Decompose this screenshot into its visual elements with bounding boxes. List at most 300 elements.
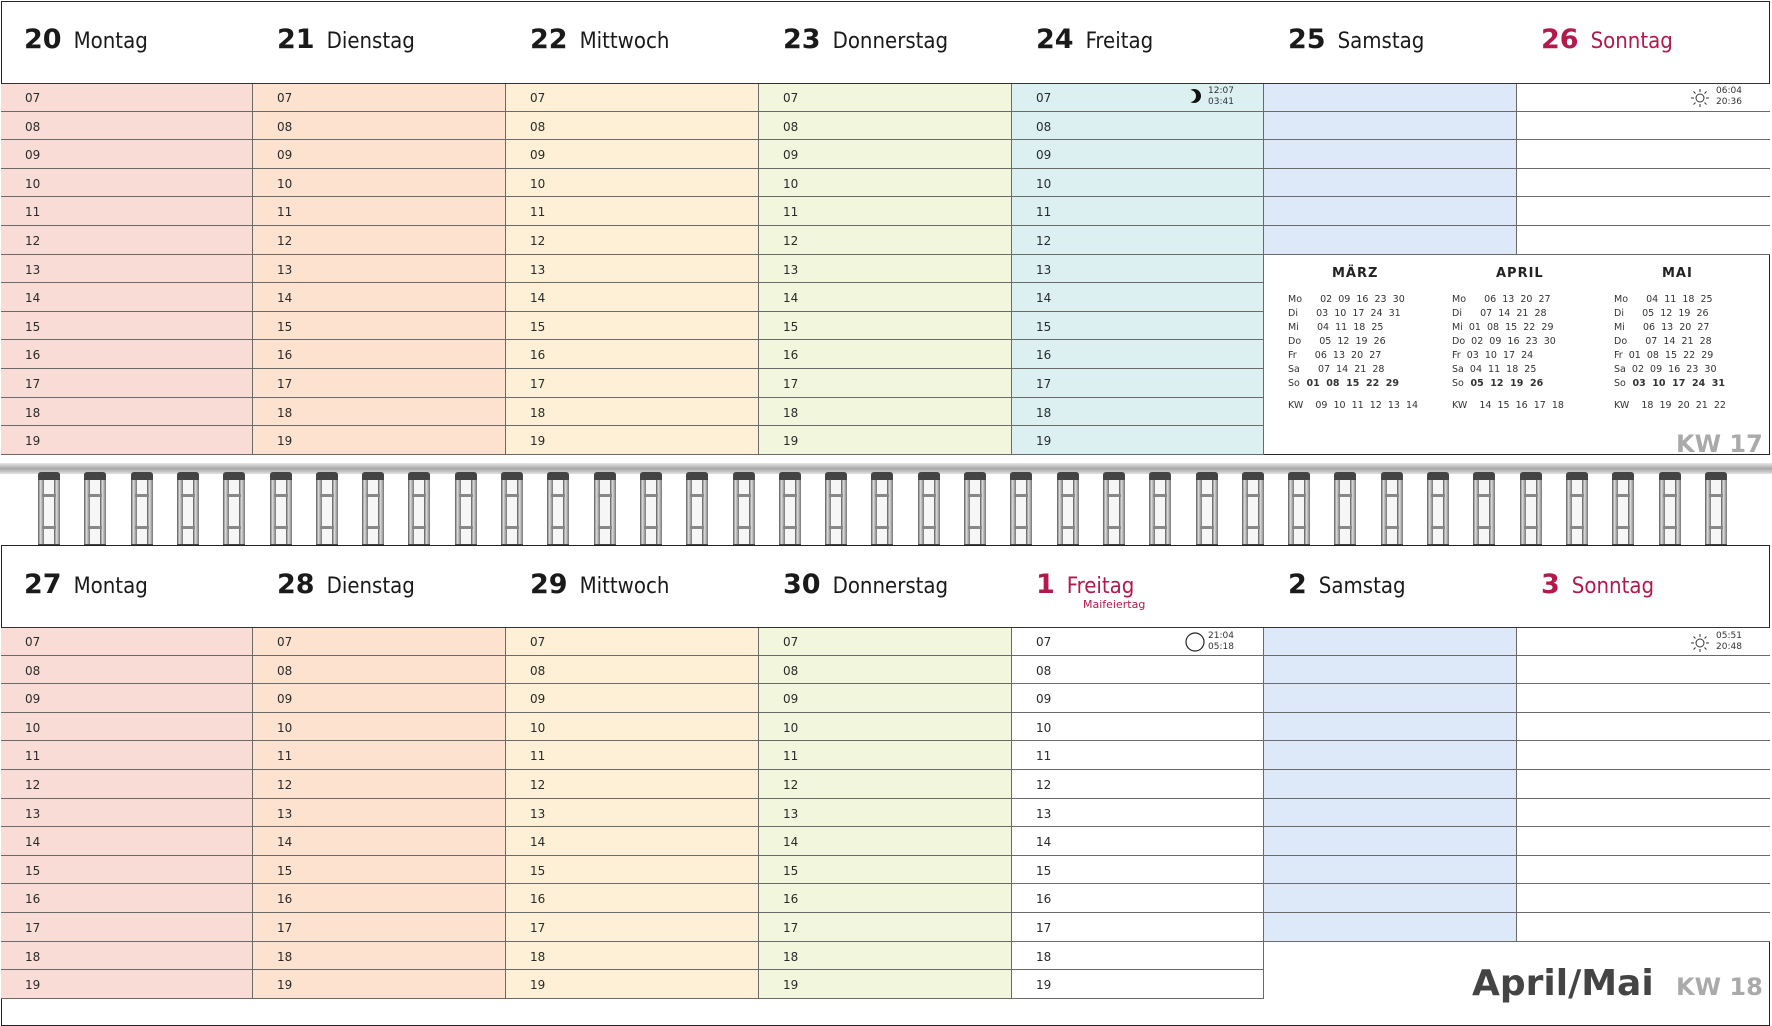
time-slot[interactable] <box>1264 627 1517 656</box>
time-slot[interactable] <box>1 140 253 169</box>
time-slot[interactable] <box>759 856 1012 885</box>
time-slot[interactable] <box>759 970 1012 999</box>
time-slot[interactable] <box>253 255 506 284</box>
day-number: 20 <box>24 24 62 55</box>
hour-label: 16 <box>783 892 799 907</box>
time-slot[interactable] <box>1012 770 1264 799</box>
weekday-abbr: Di <box>1452 308 1462 319</box>
hour-label: 10 <box>277 720 293 735</box>
hour-label: 11 <box>530 749 546 764</box>
mini-calendar-row <box>1614 336 1712 347</box>
hour-label: 15 <box>783 863 799 878</box>
binding-ring <box>1242 472 1264 552</box>
time-slot[interactable] <box>1517 741 1770 770</box>
time-slot[interactable] <box>1012 140 1264 169</box>
time-slot[interactable] <box>1012 226 1264 255</box>
time-slot[interactable] <box>1012 913 1264 942</box>
hour-label: 16 <box>25 892 41 907</box>
date-values: 04 11 18 25 <box>1298 322 1384 333</box>
hour-label: 14 <box>1036 835 1052 850</box>
mini-calendar-row <box>1288 308 1401 319</box>
time-slot[interactable] <box>759 799 1012 828</box>
time-slot[interactable] <box>1517 856 1770 885</box>
hour-label: 07 <box>25 635 41 649</box>
time-slot[interactable] <box>759 913 1012 942</box>
time-slot[interactable] <box>506 970 759 999</box>
hour-label: 12 <box>530 234 546 248</box>
time-slot[interactable] <box>1 970 253 999</box>
time-slot[interactable] <box>759 827 1012 856</box>
time-slot[interactable] <box>1517 169 1770 198</box>
time-slot[interactable] <box>253 913 506 942</box>
hour-label: 11 <box>783 205 799 220</box>
time-slot[interactable] <box>253 140 506 169</box>
time-slot[interactable] <box>506 369 759 398</box>
sun-icon <box>1690 88 1710 108</box>
hour-label: 11 <box>25 749 41 764</box>
binding-ring <box>594 472 616 552</box>
time-slot[interactable] <box>1012 827 1264 856</box>
time-slot[interactable] <box>1 112 253 141</box>
time-slot[interactable] <box>759 656 1012 685</box>
hour-label: 15 <box>25 319 41 334</box>
hour-label: 08 <box>277 119 293 134</box>
time-slot[interactable] <box>1264 713 1517 742</box>
time-slot[interactable] <box>506 255 759 284</box>
day-name: Mittwoch <box>579 29 670 54</box>
time-slot[interactable] <box>1012 426 1264 455</box>
day-number: 1 <box>1036 569 1055 600</box>
binding-ring <box>316 472 338 552</box>
time-slot[interactable] <box>1012 884 1264 913</box>
hour-label: 08 <box>1036 663 1052 678</box>
time-slot[interactable] <box>506 827 759 856</box>
time-slot[interactable] <box>1012 340 1264 369</box>
time-slot[interactable] <box>1 913 253 942</box>
time-slot[interactable] <box>1264 112 1517 141</box>
time-slot[interactable] <box>1264 83 1517 112</box>
time-slot[interactable] <box>759 112 1012 141</box>
mini-calendar-row <box>1288 378 1399 389</box>
time-slot[interactable] <box>253 627 506 656</box>
hour-label: 16 <box>530 892 546 907</box>
hour-label: 07 <box>277 91 293 105</box>
time-slot[interactable] <box>253 398 506 427</box>
time-slot[interactable] <box>1264 770 1517 799</box>
binding-ring <box>1612 472 1634 552</box>
date-values: 03 10 17 24 <box>1460 350 1534 361</box>
hour-label: 15 <box>25 863 41 878</box>
hour-label: 13 <box>277 806 293 821</box>
hour-label: 15 <box>530 319 546 334</box>
mini-calendar-row <box>1614 350 1713 361</box>
time-slot[interactable] <box>506 169 759 198</box>
hour-label: 08 <box>783 119 799 134</box>
time-slot[interactable] <box>506 398 759 427</box>
full-moon-icon <box>1184 631 1206 653</box>
date-values: 06 13 20 27 <box>1296 350 1382 361</box>
time-slot[interactable] <box>1264 140 1517 169</box>
time-slot[interactable] <box>759 770 1012 799</box>
time-slot[interactable] <box>506 913 759 942</box>
binding-ring <box>1427 472 1449 552</box>
time-slot[interactable] <box>759 140 1012 169</box>
time-slot[interactable] <box>253 283 506 312</box>
time-slot[interactable] <box>506 741 759 770</box>
date-values: 07 14 21 28 <box>1299 364 1385 375</box>
hour-label: 15 <box>530 863 546 878</box>
sun-times: 06:04 20:36 <box>1716 86 1742 107</box>
hour-label: 16 <box>1036 348 1052 363</box>
hour-label: 14 <box>25 835 41 850</box>
day-name: Sonntag <box>1590 29 1673 54</box>
time-slot[interactable] <box>1 942 253 971</box>
time-slot[interactable] <box>253 340 506 369</box>
binding-ring <box>270 472 292 552</box>
time-slot[interactable] <box>253 827 506 856</box>
time-slot[interactable] <box>1264 197 1517 226</box>
time-slot[interactable] <box>1 398 253 427</box>
hour-label: 08 <box>1036 119 1052 134</box>
time-slot[interactable] <box>1264 226 1517 255</box>
binding-ring <box>177 472 199 552</box>
day-header-2 <box>530 24 669 60</box>
weekday-abbr: Do <box>1288 336 1302 347</box>
time-slot[interactable] <box>1517 770 1770 799</box>
time-slot[interactable] <box>759 226 1012 255</box>
hour-label: 09 <box>530 148 546 163</box>
hour-label: 19 <box>277 978 293 993</box>
binding-ring <box>131 472 153 552</box>
time-slot[interactable] <box>253 970 506 999</box>
mini-calendar-row <box>1452 336 1556 347</box>
mini-calendar-row <box>1452 322 1553 333</box>
time-slot[interactable] <box>506 340 759 369</box>
hour-label: 15 <box>1036 319 1052 334</box>
time-slot[interactable] <box>1012 369 1264 398</box>
time-slot[interactable] <box>506 426 759 455</box>
day-name: Freitag <box>1085 29 1154 54</box>
day-name: Montag <box>73 574 148 599</box>
mini-calendar-row <box>1614 364 1717 375</box>
date-values: 04 11 18 25 <box>1463 364 1537 375</box>
time-slot[interactable] <box>1 255 253 284</box>
time-slot[interactable] <box>506 684 759 713</box>
time-slot[interactable] <box>759 197 1012 226</box>
time-slot[interactable] <box>1 197 253 226</box>
hour-label: 16 <box>1036 892 1052 907</box>
time-slot[interactable] <box>759 426 1012 455</box>
mini-calendar-row <box>1614 308 1709 319</box>
time-slot[interactable] <box>1012 112 1264 141</box>
time-slot[interactable] <box>506 884 759 913</box>
mini-calendar-row <box>1452 308 1547 319</box>
time-slot[interactable] <box>1517 140 1770 169</box>
time-slot[interactable] <box>1 283 253 312</box>
hour-label: 12 <box>783 778 799 792</box>
time-slot[interactable] <box>506 112 759 141</box>
time-slot[interactable] <box>253 83 506 112</box>
moon-times: 21:04 05:18 <box>1208 631 1234 652</box>
time-slot[interactable] <box>1 684 253 713</box>
hour-label: 17 <box>530 921 546 935</box>
time-slot[interactable] <box>1517 913 1770 942</box>
time-slot[interactable] <box>1 312 253 341</box>
time-slot[interactable] <box>1012 255 1264 284</box>
time-slot[interactable] <box>253 169 506 198</box>
time-slot[interactable] <box>1 627 253 656</box>
day-header-5 <box>1288 569 1406 605</box>
time-slot[interactable] <box>506 856 759 885</box>
time-slot[interactable] <box>253 312 506 341</box>
time-slot[interactable] <box>1517 226 1770 255</box>
time-slot[interactable] <box>506 656 759 685</box>
time-slot[interactable] <box>253 656 506 685</box>
hour-label: 09 <box>25 148 41 163</box>
date-values: 01 08 15 22 29 <box>1299 378 1400 389</box>
binding-ring <box>1288 472 1310 552</box>
time-slot[interactable] <box>1264 913 1517 942</box>
mini-calendar-row <box>1614 378 1725 389</box>
time-slot[interactable] <box>1012 856 1264 885</box>
hour-label: 16 <box>25 348 41 363</box>
time-slot[interactable] <box>1 369 253 398</box>
time-slot[interactable] <box>1012 197 1264 226</box>
binding-ring <box>1103 472 1125 552</box>
binding-ring <box>733 472 755 552</box>
time-slot[interactable] <box>759 312 1012 341</box>
time-slot[interactable] <box>506 83 759 112</box>
time-slot[interactable] <box>506 140 759 169</box>
hour-label: 19 <box>25 434 41 449</box>
time-slot[interactable] <box>1264 741 1517 770</box>
time-slot[interactable] <box>506 770 759 799</box>
date-values: 07 14 21 28 <box>1461 308 1547 319</box>
time-slot[interactable] <box>1517 827 1770 856</box>
binding-ring <box>1196 472 1218 552</box>
time-slot[interactable] <box>1 799 253 828</box>
hour-label: 12 <box>1036 778 1052 792</box>
time-slot[interactable] <box>253 226 506 255</box>
time-slot[interactable] <box>253 684 506 713</box>
day-header-2 <box>530 569 669 605</box>
time-slot[interactable] <box>1012 684 1264 713</box>
time-slot[interactable] <box>1012 799 1264 828</box>
day-header-0 <box>24 569 148 605</box>
binding-ring <box>1057 472 1079 552</box>
time-slot[interactable] <box>253 197 506 226</box>
time-slot[interactable] <box>1 226 253 255</box>
hour-label: 18 <box>25 405 41 420</box>
weekday-abbr: Sa <box>1614 364 1626 375</box>
date-values: 04 11 18 25 <box>1628 294 1713 305</box>
hour-label: 13 <box>530 806 546 821</box>
date-values: 03 10 17 24 31 <box>1625 378 1726 389</box>
hour-label: 13 <box>530 262 546 277</box>
weekday-abbr: Do <box>1452 336 1466 347</box>
time-slot[interactable] <box>759 369 1012 398</box>
binding-ring <box>1334 472 1356 552</box>
time-slot[interactable] <box>506 283 759 312</box>
time-slot[interactable] <box>1264 684 1517 713</box>
mini-calendar-row <box>1452 350 1533 361</box>
time-slot[interactable] <box>506 312 759 341</box>
hour-label: 16 <box>277 892 293 907</box>
hour-label: 19 <box>530 434 546 449</box>
binding-ring <box>362 472 384 552</box>
time-slot[interactable] <box>253 856 506 885</box>
time-slot[interactable] <box>506 713 759 742</box>
time-slot[interactable] <box>1517 197 1770 226</box>
date-values: 06 13 20 27 <box>1466 294 1551 305</box>
time-slot[interactable] <box>1 884 253 913</box>
time-slot[interactable] <box>506 799 759 828</box>
time-slot[interactable] <box>759 627 1012 656</box>
time-slot[interactable] <box>1 426 253 455</box>
weekday-abbr: Do <box>1614 336 1628 347</box>
binding-ring <box>1520 472 1542 552</box>
time-slot[interactable] <box>1517 656 1770 685</box>
hour-label: 13 <box>277 262 293 277</box>
day-header-3 <box>783 569 948 605</box>
time-slot[interactable] <box>1012 970 1264 999</box>
hour-label: 09 <box>783 692 799 707</box>
time-slot[interactable] <box>759 83 1012 112</box>
time-slot[interactable] <box>1264 656 1517 685</box>
weekday-abbr: So <box>1288 378 1300 389</box>
time-slot[interactable] <box>1 656 253 685</box>
day-number: 2 <box>1288 569 1307 600</box>
mini-calendar-week-numbers: KW 18 19 20 21 22 <box>1614 400 1726 411</box>
time-slot[interactable] <box>1517 884 1770 913</box>
hour-label: 10 <box>277 176 293 191</box>
time-slot[interactable] <box>253 942 506 971</box>
time-slot[interactable] <box>1264 169 1517 198</box>
time-slot[interactable] <box>253 799 506 828</box>
weekday-abbr: So <box>1452 378 1464 389</box>
time-slot[interactable] <box>759 684 1012 713</box>
time-slot[interactable] <box>1012 169 1264 198</box>
time-slot[interactable] <box>506 627 759 656</box>
time-slot[interactable] <box>1517 799 1770 828</box>
time-slot[interactable] <box>1 713 253 742</box>
day-name: Sonntag <box>1571 574 1655 599</box>
time-slot[interactable] <box>253 426 506 455</box>
time-slot[interactable] <box>1 827 253 856</box>
time-slot[interactable] <box>1517 112 1770 141</box>
time-slot[interactable] <box>1 340 253 369</box>
time-slot[interactable] <box>1012 741 1264 770</box>
time-slot[interactable] <box>759 398 1012 427</box>
hour-label: 14 <box>25 291 41 306</box>
time-slot[interactable] <box>506 226 759 255</box>
hour-label: 17 <box>277 921 293 935</box>
hour-label: 10 <box>25 720 41 735</box>
hour-label: 10 <box>1036 176 1052 191</box>
time-slot[interactable] <box>759 884 1012 913</box>
hour-label: 18 <box>25 949 41 964</box>
time-slot[interactable] <box>1 856 253 885</box>
hour-label: 09 <box>1036 148 1052 163</box>
time-slot[interactable] <box>1517 713 1770 742</box>
time-slot[interactable] <box>1 83 253 112</box>
time-slot[interactable] <box>1 169 253 198</box>
time-slot[interactable] <box>759 741 1012 770</box>
hour-label: 19 <box>277 434 293 449</box>
day-number: 26 <box>1541 24 1579 55</box>
moon-times: 12:07 03:41 <box>1208 86 1234 107</box>
time-slot[interactable] <box>1012 942 1264 971</box>
time-slot[interactable] <box>759 713 1012 742</box>
mini-calendar-row <box>1614 322 1709 333</box>
week-18-page <box>0 545 1772 1026</box>
time-slot[interactable] <box>759 340 1012 369</box>
hour-label: 12 <box>25 778 41 792</box>
time-slot[interactable] <box>1264 884 1517 913</box>
mini-calendar-title: MÄRZ <box>1332 266 1379 281</box>
time-slot[interactable] <box>1012 283 1264 312</box>
day-name: Samstag <box>1337 29 1425 54</box>
date-values: 07 14 21 28 <box>1627 336 1712 347</box>
time-slot[interactable] <box>759 283 1012 312</box>
time-slot[interactable] <box>506 197 759 226</box>
hour-label: 19 <box>25 978 41 993</box>
time-slot[interactable] <box>1517 684 1770 713</box>
mini-calendar-title: APRIL <box>1496 266 1544 281</box>
hour-label: 17 <box>1036 377 1052 391</box>
time-slot[interactable] <box>1 770 253 799</box>
date-values: 02 09 16 23 30 <box>1625 364 1717 375</box>
day-name: Donnerstag <box>832 574 949 599</box>
time-slot[interactable] <box>253 884 506 913</box>
time-slot[interactable] <box>1012 312 1264 341</box>
binding-ring <box>918 472 940 552</box>
binding-ring <box>1705 472 1727 552</box>
time-slot[interactable] <box>253 112 506 141</box>
time-slot[interactable] <box>759 255 1012 284</box>
time-slot[interactable] <box>1012 656 1264 685</box>
waning-moon-icon <box>1186 88 1202 104</box>
time-slot[interactable] <box>1012 713 1264 742</box>
time-slot[interactable] <box>1 741 253 770</box>
hour-label: 17 <box>783 921 799 935</box>
hour-label: 19 <box>783 978 799 993</box>
time-slot[interactable] <box>253 741 506 770</box>
hour-label: 14 <box>1036 291 1052 306</box>
time-slot[interactable] <box>1264 856 1517 885</box>
mini-calendar-row <box>1452 294 1551 305</box>
day-name: Mittwoch <box>579 574 670 599</box>
mini-calendar-row <box>1288 322 1383 333</box>
day-number: 23 <box>783 24 821 55</box>
hour-label: 19 <box>530 978 546 993</box>
time-slot[interactable] <box>253 369 506 398</box>
day-number: 29 <box>530 569 568 600</box>
time-slot[interactable] <box>1012 398 1264 427</box>
binding-ring <box>84 472 106 552</box>
hour-label: 18 <box>783 949 799 964</box>
time-slot[interactable] <box>759 942 1012 971</box>
day-number: 21 <box>277 24 315 55</box>
time-slot[interactable] <box>1264 827 1517 856</box>
time-slot[interactable] <box>759 169 1012 198</box>
hour-label: 14 <box>530 835 546 850</box>
time-slot[interactable] <box>506 942 759 971</box>
binding-ring <box>871 472 893 552</box>
time-slot[interactable] <box>253 713 506 742</box>
time-slot[interactable] <box>1264 799 1517 828</box>
time-slot[interactable] <box>253 770 506 799</box>
